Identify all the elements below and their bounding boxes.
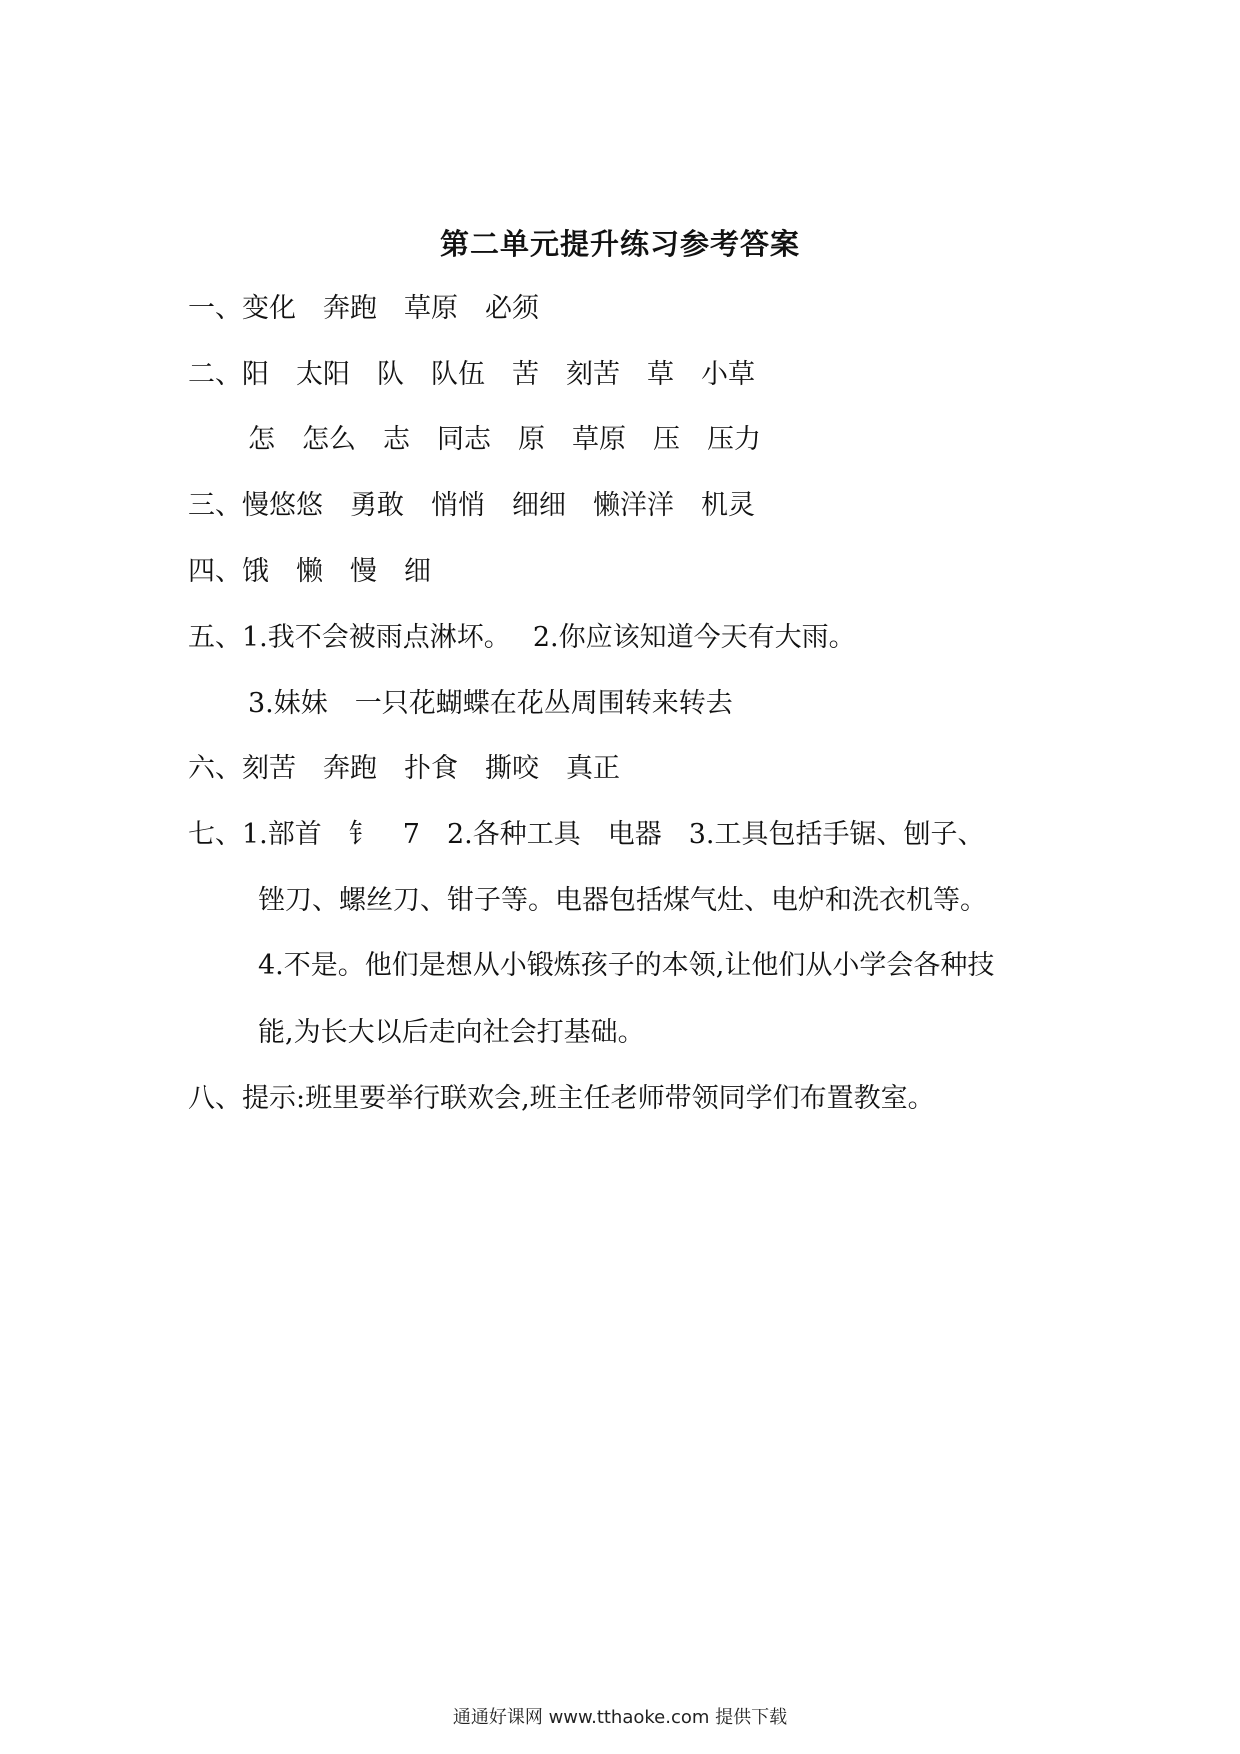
answer-section-1: 一、变化 奔跑 草原 必须 bbox=[188, 293, 539, 324]
answer-section-4: 四、饿 懒 慢 细 bbox=[188, 556, 431, 587]
page-footer: 通通好课网 www.tthaoke.com 提供下载 bbox=[452, 1707, 788, 1728]
answer-section-2-continued: 怎 怎么 志 同志 原 草原 压 压力 bbox=[248, 424, 761, 455]
answer-section-7-item-4-continued: 能,为长大以后走向社会打基础。 bbox=[258, 1017, 645, 1048]
page-title: 第二单元提升练习参考答案 bbox=[439, 227, 800, 261]
answer-section-3: 三、慢悠悠 勇敢 悄悄 细细 懒洋洋 机灵 bbox=[188, 490, 755, 521]
answer-section-5: 五、1.我不会被雨点淋坏。 2.你应该知道今天有大雨。 bbox=[188, 622, 856, 653]
answer-section-7-item-4: 4.不是。他们是想从小锻炼孩子的本领,让他们从小学会各种技 bbox=[258, 950, 995, 981]
answer-section-6: 六、刻苦 奔跑 扑食 撕咬 真正 bbox=[188, 753, 620, 784]
answer-section-8: 八、提示:班里要举行联欢会,班主任老师带领同学们布置教室。 bbox=[188, 1083, 935, 1114]
answer-section-7-continued: 锉刀、螺丝刀、钳子等。电器包括煤气灶、电炉和洗衣机等。 bbox=[258, 885, 987, 916]
answer-section-5-continued: 3.妹妹 一只花蝴蝶在花丛周围转来转去 bbox=[248, 688, 733, 719]
answer-section-7: 七、1.部首 钅 7 2.各种工具 电器 3.工具包括手锯、刨子、 bbox=[188, 819, 985, 850]
answer-section-2: 二、阳 太阳 队 队伍 苦 刻苦 草 小草 bbox=[188, 359, 755, 390]
